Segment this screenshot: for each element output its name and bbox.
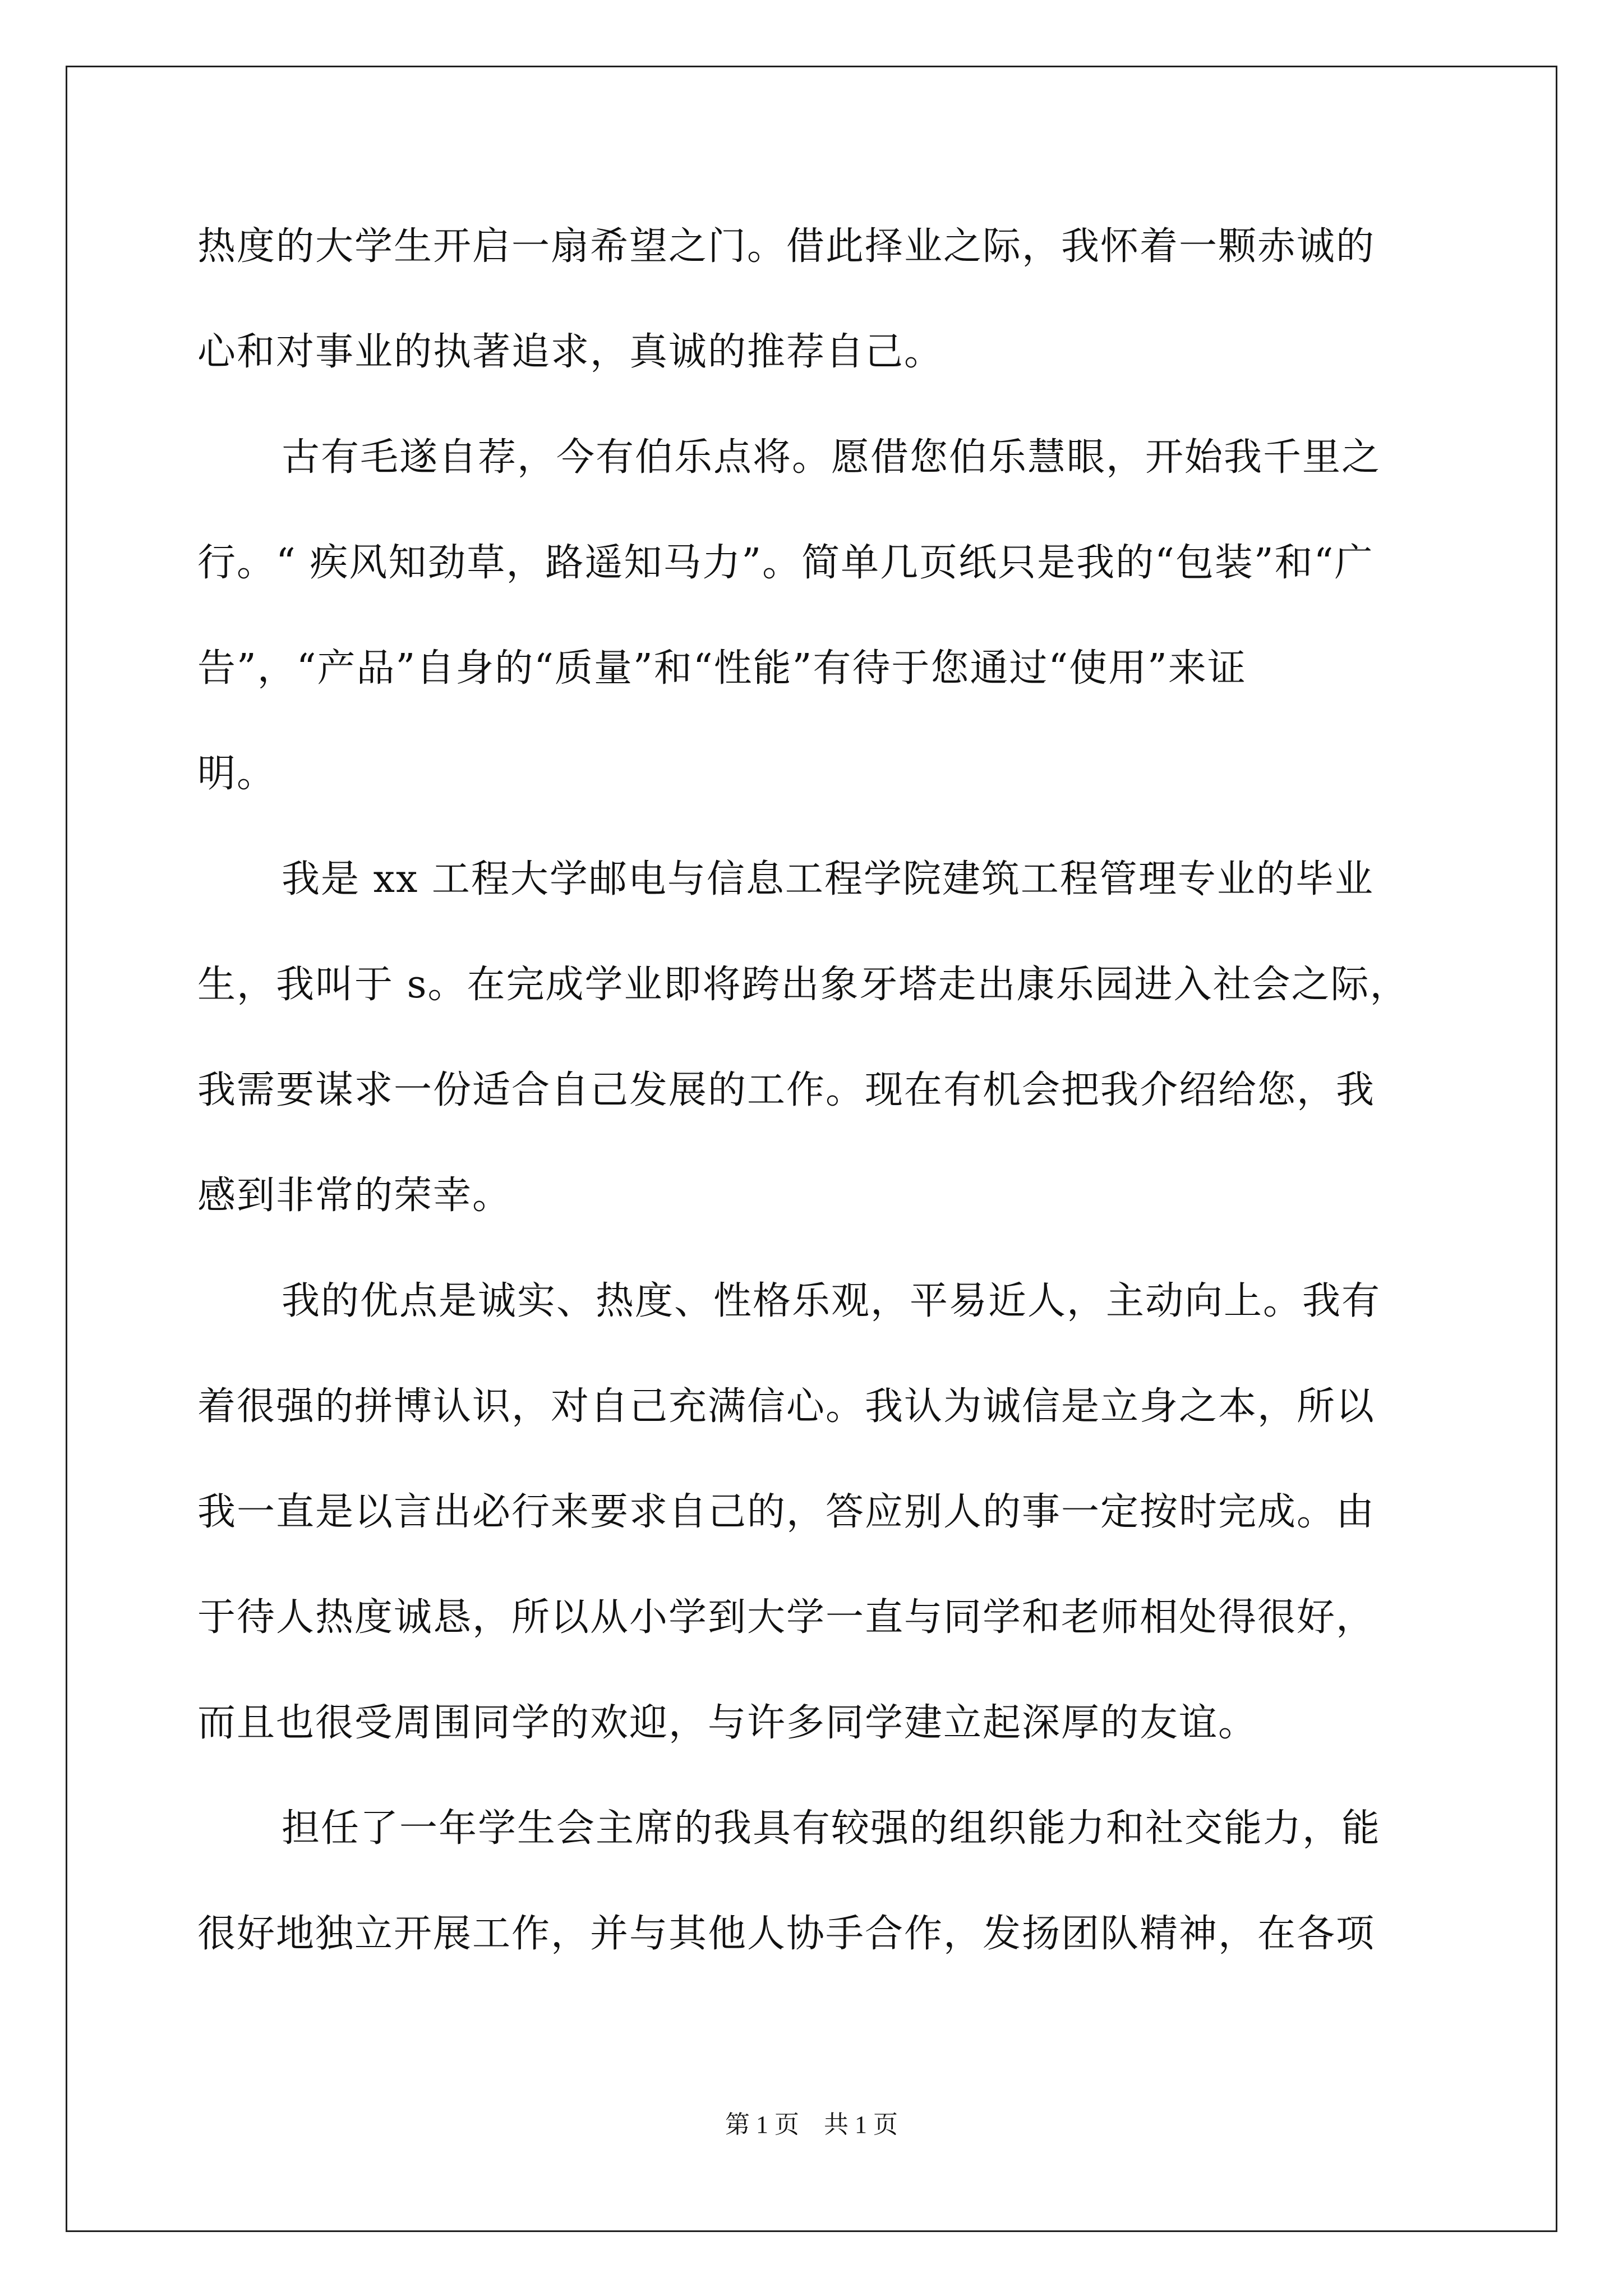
page-number-footer: 第 1 页 共 1 页 bbox=[725, 2111, 898, 2138]
text-line: 感到非常的荣幸。 bbox=[197, 1174, 512, 1218]
text-line: 心和对事业的执著追求，真诚的推荐自己。 bbox=[197, 330, 944, 374]
paragraph-start-line: 古有毛遂自荐，今有伯乐点将。愿借您伯乐慧眼，开始我千里之 bbox=[282, 435, 1381, 480]
text-line: 热度的大学生开启一扇希望之门。借此择业之际，我怀着一颗赤诚的 bbox=[197, 224, 1376, 269]
text-line: 生，我叫于 s。在完成学业即将跨出象牙塔走出康乐园进入社会之际， bbox=[197, 963, 1409, 1007]
text-line: 我需要谋求一份适合自己发展的工作。现在有机会把我介绍给您，我 bbox=[197, 1068, 1376, 1112]
text-line: 我一直是以言出必行来要求自己的，答应别人的事一定按时完成。由 bbox=[197, 1490, 1376, 1534]
paragraph-start-line: 担任了一年学生会主席的我具有较强的组织能力和社交能力，能 bbox=[282, 1806, 1381, 1851]
text-line: 着很强的拼博认识，对自己充满信心。我认为诚信是立身之本，所以 bbox=[197, 1384, 1376, 1429]
text-line: 行。“ 疾风知劲草，路遥知马力”。简单几页纸只是我的“包装”和“广 bbox=[197, 541, 1374, 585]
text-line: 告”，“产品”自身的“质量”和“性能”有待于您通过“使用”来证 bbox=[197, 646, 1247, 691]
paragraph-start-line: 我是 xx 工程大学邮电与信息工程学院建筑工程管理专业的毕业 bbox=[282, 857, 1374, 901]
text-line: 很好地独立开展工作，并与其他人协手合作，发扬团队精神，在各项 bbox=[197, 1912, 1376, 1956]
paragraph-start-line: 我的优点是诚实、热度、性格乐观，平易近人，主动向上。我有 bbox=[282, 1279, 1381, 1323]
text-line: 明。 bbox=[197, 752, 276, 796]
text-line: 而且也很受周围同学的欢迎，与许多同学建立起深厚的友谊。 bbox=[197, 1701, 1258, 1745]
text-line: 于待人热度诚恳，所以从小学到大学一直与同学和老师相处得很好， bbox=[197, 1595, 1376, 1640]
